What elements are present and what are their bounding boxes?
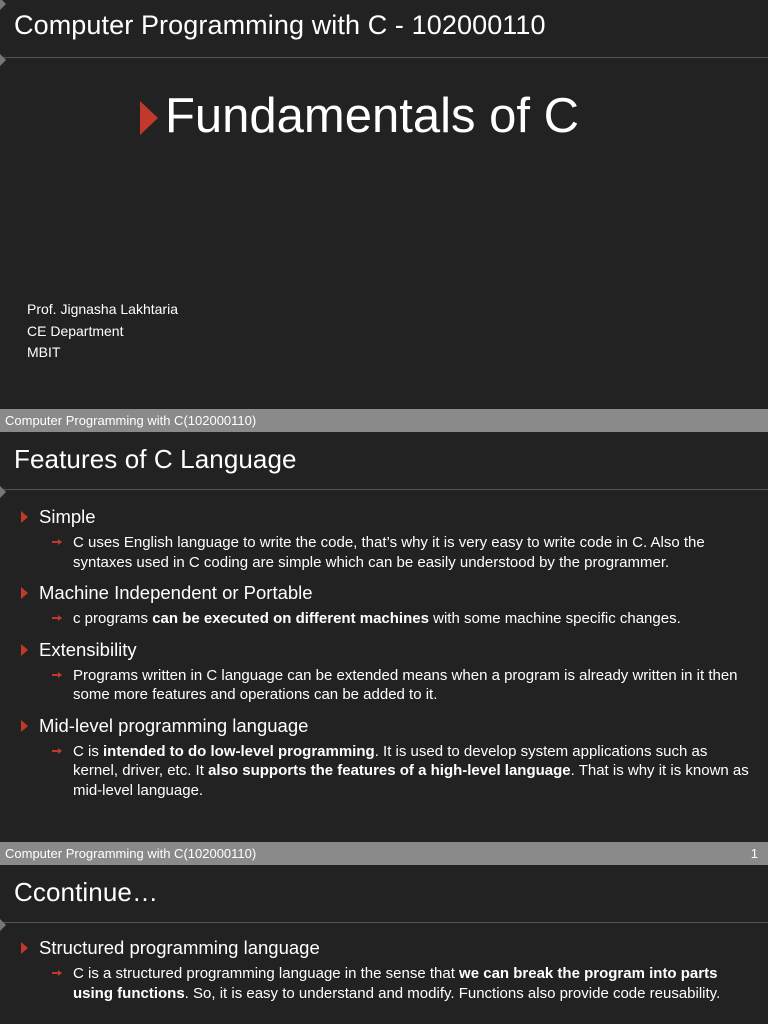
triangle-arrow-icon (21, 511, 28, 523)
slide-footer (0, 842, 768, 865)
bullet-description (52, 964, 751, 1003)
emphasis-text: can be executed on different machines (152, 610, 429, 627)
title-divider (0, 489, 768, 490)
description-text (73, 533, 751, 572)
header-divider (0, 57, 768, 58)
description-text (73, 666, 751, 705)
bullet-label: Mid-level programming language (39, 714, 309, 736)
page-number: 1 (750, 846, 758, 861)
bullet-description (52, 742, 751, 801)
arrow-dash-icon (52, 541, 63, 547)
bullet-item (21, 582, 751, 604)
text-run: C is a structured programming language in the sense that (73, 965, 460, 982)
bullet-description (52, 609, 751, 629)
feature-list (21, 937, 751, 1003)
course-header: Computer Programming with C - 102000110 (14, 10, 546, 40)
emphasis-text: we can break the program into parts using functions (73, 965, 718, 1002)
title-slide (0, 0, 768, 409)
author-department: CE Department (27, 322, 124, 339)
description-text (73, 742, 751, 801)
corner-mark-icon (0, 486, 6, 498)
arrow-dash-icon (52, 617, 63, 623)
triangle-arrow-icon (21, 587, 28, 599)
slide-title: Features of C Language (14, 444, 297, 474)
bullet-label: Extensibility (39, 638, 137, 660)
bullet-description (52, 666, 751, 705)
bullet-label: Machine Independent or Portable (39, 582, 313, 603)
corner-mark-icon (0, 54, 6, 66)
main-title-text: Fundamentals of C (165, 89, 579, 143)
text-run: C is (73, 742, 103, 760)
corner-mark-icon (0, 0, 6, 10)
bullet-item (21, 506, 751, 528)
bullet-item (21, 937, 751, 959)
author-institute: MBIT (27, 344, 61, 360)
emphasis-text: intended to do low-level programming (103, 742, 375, 760)
feature-list (21, 506, 751, 800)
footer-text: Computer Programming with C(102000110) (5, 846, 257, 861)
author-block (27, 299, 178, 364)
text-run: . So, it is easy to understand and modify. Functions also provide code reusability. (184, 984, 721, 1002)
bullet-item (21, 639, 751, 661)
bullet-label: Simple (39, 506, 96, 527)
text-run: C uses English language to write the code, that’s why it is very easy to write code in C. Also the syntaxes used in C coding are simple which can be easily understood by the programmer. (73, 534, 705, 571)
text-run: Programs written in C language can be extended means when a program is already written in it then some more features and operations can be added to it. (73, 666, 738, 703)
corner-mark-icon (0, 919, 6, 931)
footer-text: Computer Programming with C(102000110) (5, 413, 257, 428)
bullet-item (21, 715, 751, 737)
arrow-dash-icon (52, 750, 63, 756)
author-name: Prof. Jignasha Lakhtaria (27, 301, 178, 317)
slide-footer (0, 409, 768, 432)
triangle-arrow-icon (21, 942, 28, 954)
text-run: . It is used to develop system applications such as kernel, driver, etc. It (73, 742, 708, 779)
bullet-label: Structured programming language (39, 937, 320, 958)
description-text (73, 964, 751, 1003)
continue-slide (0, 865, 768, 1024)
text-run: with some machine specific changes. (428, 610, 681, 627)
arrow-dash-icon (52, 972, 63, 978)
triangle-arrow-icon (21, 644, 28, 656)
triangle-arrow-icon (21, 720, 28, 732)
slide-title: Ccontinue… (14, 877, 159, 907)
bullet-description (52, 533, 751, 572)
arrow-dash-icon (52, 674, 63, 680)
features-slide (0, 432, 768, 842)
emphasis-text: also supports the features of a high-level language (208, 762, 571, 779)
title-arrow-icon (140, 101, 158, 135)
description-text (73, 609, 681, 629)
text-run: c programs (73, 610, 153, 627)
text-run: . That is why it is known as mid-level language. (73, 762, 749, 799)
main-title (140, 88, 579, 144)
title-divider (0, 922, 768, 923)
